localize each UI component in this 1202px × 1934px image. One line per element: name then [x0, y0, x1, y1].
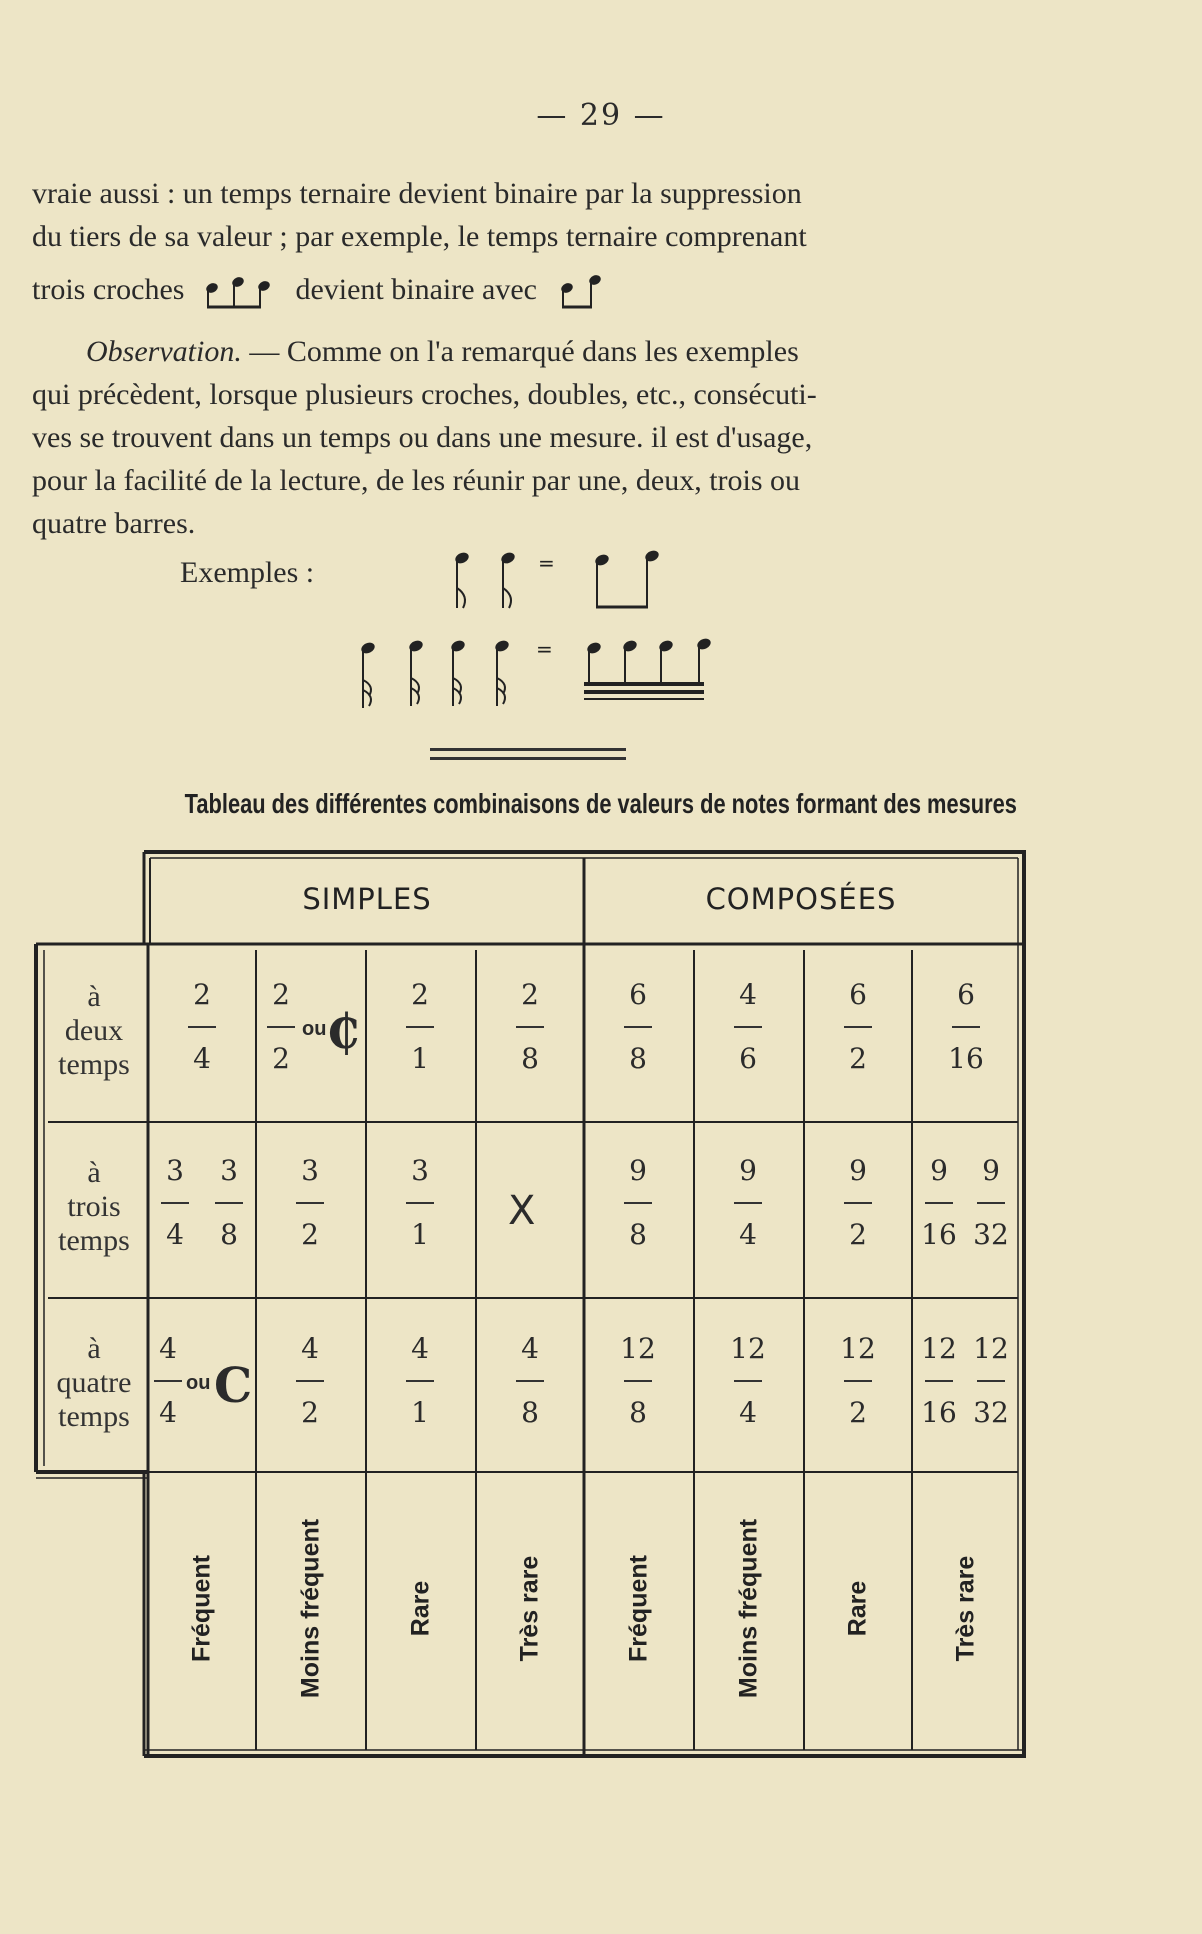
time-signature: 9 32 [973, 1154, 1009, 1251]
time-signature: 6 2 [804, 978, 912, 1076]
time-signature: 2 8 [476, 978, 584, 1076]
time-signature: 12 32 [973, 1332, 1009, 1429]
row-label-line: trois [67, 1190, 121, 1223]
row-label-line: quatre [56, 1366, 132, 1399]
frequency-label: Rare [843, 1580, 872, 1637]
row-label-trois-temps [44, 1156, 144, 1258]
group-header-simples: SIMPLES [302, 882, 432, 916]
row-label-line: à [87, 1332, 101, 1365]
frequency-label: Moins fréquent [734, 1518, 763, 1699]
row-label-line: à [87, 1156, 101, 1189]
time-signature: 12 4 [730, 1332, 766, 1429]
time-signature: 2 2 [256, 978, 306, 1076]
time-signature: 9 16 [921, 1154, 957, 1251]
text-line: du tiers de sa valeur ; par exemple, le temps ternaire comprenant [32, 220, 807, 253]
group-header-composees: COMPOSÉES [705, 882, 897, 916]
time-signature: 4 1 [366, 1332, 474, 1430]
time-signature: 12 2 [840, 1332, 876, 1429]
frequency-label: Très rare [951, 1555, 980, 1662]
time-signature: 9 4 [694, 1154, 802, 1252]
time-signature: 9 8 [584, 1154, 692, 1252]
time-signature: 4 2 [256, 1332, 364, 1430]
time-signature: 4 6 [694, 978, 802, 1076]
text-line: vraie aussi : un temps ternaire devient binaire par la suppression [32, 177, 802, 210]
time-signature: 9 2 [804, 1154, 912, 1252]
ou-label: ou [186, 1372, 211, 1394]
time-signature: 6 8 [584, 978, 692, 1076]
time-signature: 2 4 [148, 978, 256, 1076]
text-line: ves se trouvent dans un temps ou dans une mesure. il est d'usage, [32, 421, 813, 454]
frequency-label: Fréquent [187, 1555, 216, 1662]
text-line: pour la facilité de la lecture, de les réunir par une, deux, trois ou [32, 464, 801, 497]
frequency-label: Fréquent [624, 1555, 653, 1662]
ou-label: ou [302, 1018, 327, 1040]
observation-heading: Observation. [86, 335, 242, 368]
time-signature: 3 8 [202, 1154, 256, 1252]
common-time-icon: C [214, 1358, 253, 1414]
time-signature: 12 8 [620, 1332, 656, 1429]
examples-label: Exemples : [180, 556, 315, 589]
row-label-line: temps [58, 1400, 130, 1433]
text-fragment: trois croches [32, 273, 185, 306]
row-label-line: temps [58, 1224, 130, 1257]
text-line: qui précèdent, lorsque plusieurs croches, doubles, etc., consécuti- [32, 378, 817, 411]
frequency-label: Moins fréquent [296, 1518, 325, 1699]
time-signature: 3 1 [366, 1154, 474, 1252]
frequency-label: Rare [406, 1580, 435, 1637]
time-signature: 4 8 [476, 1332, 584, 1430]
cut-time-icon: ₵ [326, 1004, 360, 1060]
time-signature: 12 16 [921, 1332, 957, 1429]
svg-text:=: = [538, 551, 555, 575]
time-signature: 3 2 [256, 1154, 364, 1252]
page-number: — 29 — [536, 98, 666, 133]
row-label-quatre-temps [44, 1332, 144, 1434]
frequency-label: Très rare [515, 1555, 544, 1662]
row-label-line: à [87, 980, 101, 1013]
time-signature: 3 4 [148, 1154, 202, 1252]
table-title: Tableau des différentes combinaisons de valeurs de notes formant des mesures [184, 788, 1017, 819]
time-signature: 4 4 [148, 1332, 188, 1430]
text-fragment: devient binaire avec [295, 273, 537, 306]
time-signature: 6 16 [948, 978, 984, 1075]
text-fragment: — Comme on l'a remarqué dans les exemples [241, 335, 799, 368]
text-line: quatre barres. [32, 507, 196, 540]
not-applicable-mark: X [508, 1188, 536, 1234]
row-label-line: deux [64, 1014, 124, 1047]
svg-text:=: = [536, 637, 553, 661]
row-label-line: temps [58, 1048, 130, 1081]
row-label-deux-temps [44, 980, 144, 1082]
time-signature: 2 1 [366, 978, 474, 1076]
